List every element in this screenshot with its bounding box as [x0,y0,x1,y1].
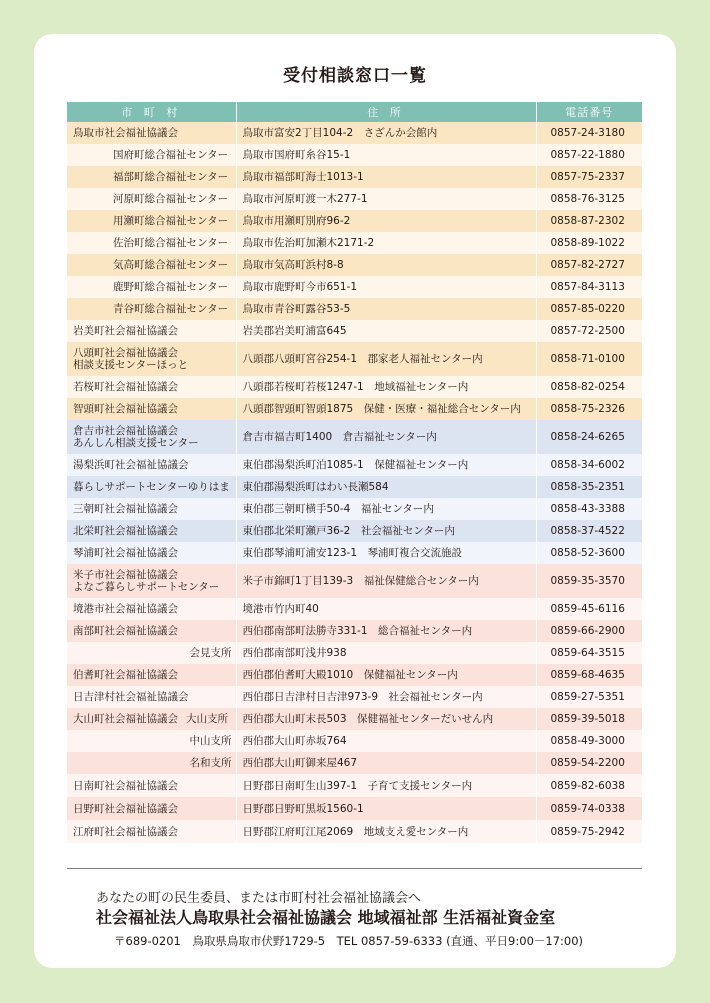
table-row [67,498,642,520]
row-phone: 0859-45-6116 [550,603,625,615]
header-city: 市 町 村 [67,102,236,122]
row-phone: 0859-66-2900 [550,625,625,637]
row-name [67,564,236,598]
row-phone: 0857-85-0220 [550,303,625,315]
table-row [67,774,642,797]
row-name: 気高町総合福祉センター [67,254,236,276]
row-name-line2: よなご暮らしサポートセンター [73,581,220,593]
row-name: 岩美町社会福祉協議会 [67,320,236,342]
row-name: 鹿野町総合福祉センター [67,276,236,298]
row-address: 日野郡日南町生山397-1 子育て支援センター内 [236,774,536,797]
row-phone: 0858-89-1022 [550,237,625,249]
row-address: 日野郡日野町黒坂1560-1 [236,797,536,820]
footer-organization: 社会福祉法人鳥取県社会福祉協議会 地域福祉部 生活福祉資金室 [96,908,556,927]
row-phone: 0858-87-2302 [550,215,625,227]
table-row [67,642,642,664]
row-name [67,708,236,730]
row-phone: 0858-76-3125 [550,193,625,205]
table-row [67,320,642,342]
row-name: 日南町社会福祉協議会 [67,774,236,797]
row-name: 鳥取市社会福祉協議会 [67,122,236,144]
row-phone: 0858-43-3388 [550,503,625,515]
row-name-line2: 相談支援センターほっと [73,359,189,371]
row-name: 境港市社会福祉協議会 [67,598,236,620]
row-address: 東伯郡北栄町瀬戸36-2 社会福祉センター内 [236,520,536,542]
row-name-main: 大山町社会福祉協議会 [73,713,178,725]
table-row [67,144,642,166]
table-row [67,376,642,398]
table-row [67,188,642,210]
table-row [67,664,642,686]
row-name: 琴浦町社会福祉協議会 [67,542,236,564]
row-phone: 0859-74-0338 [550,802,625,815]
table-row [67,166,642,188]
row-phone: 0859-64-3515 [550,647,625,659]
row-name-line1: 米子市社会福祉協議会 [73,569,178,581]
row-name-line1: 倉吉市社会福祉協議会 [73,425,178,437]
row-name: 江府町社会福祉協議会 [67,820,236,843]
row-phone: 0859-27-5351 [550,691,625,703]
row-address: 鳥取市福部町海士1013-1 [236,166,536,188]
row-address: 東伯郡湯梨浜町はわい長瀬584 [236,476,536,498]
table-row [67,686,642,708]
row-phone: 0857-75-2337 [550,171,625,183]
row-phone: 0858-52-3600 [550,547,625,559]
row-name: 名和支所 [67,752,236,774]
table-row [67,398,642,420]
row-phone: 0858-49-3000 [550,735,625,747]
row-address: 西伯郡大山町御来屋467 [236,752,536,774]
row-address: 八頭郡若桜町若桜1247-1 地域福祉センター内 [236,376,536,398]
table-header-row [67,102,642,122]
row-name-line1: 八頭町社会福祉協議会 [73,347,178,359]
row-name: 湯梨浜町社会福祉協議会 [67,454,236,476]
row-name: 中山支所 [67,730,236,752]
table-row [67,620,642,642]
row-address: 米子市錦町1丁目139-3 福祉保健総合センター内 [236,564,536,598]
row-address: 西伯郡大山町赤坂764 [236,730,536,752]
row-name: 三朝町社会福祉協議会 [67,498,236,520]
row-name: 伯耆町社会福祉協議会 [67,664,236,686]
row-address: 鳥取市佐治町加瀬木2171-2 [236,232,536,254]
row-phone: 0857-22-1880 [550,149,625,161]
row-name: 南部町社会福祉協議会 [67,620,236,642]
row-name [67,420,236,454]
table-row [67,276,642,298]
row-name: 智頭町社会福祉協議会 [67,398,236,420]
row-phone: 0858-82-0254 [550,381,625,393]
table-row [67,342,642,376]
table-row [67,730,642,752]
row-address: 日野郡江府町江尾2069 地域支え愛センター内 [236,820,536,843]
row-address: 西伯郡南部町法勝寺331-1 総合福祉センター内 [236,620,536,642]
row-name: 河原町総合福祉センター [67,188,236,210]
row-address: 西伯郡伯耆町大殿1010 保健福祉センター内 [236,664,536,686]
row-address: 倉吉市福吉町1400 倉吉福祉センター内 [236,420,536,454]
row-branch: 大山支所 [186,713,228,725]
table-row [67,797,642,820]
row-address: 鳥取市国府町糸谷15-1 [236,144,536,166]
footer-contact: 〒689-0201 鳥取県鳥取市伏野1729-5 TEL 0857-59-6333 (直通、平日9:00－17:00) [114,934,584,948]
row-name: 用瀬町総合福祉センター [67,210,236,232]
row-phone: 0859-82-6038 [550,779,625,792]
table-row [67,420,642,454]
row-address: 東伯郡三朝町横手50-4 福祉センター内 [236,498,536,520]
row-phone: 0859-39-5018 [550,713,625,725]
table-row [67,232,642,254]
table-row [67,598,642,620]
table-row [67,454,642,476]
header-address: 住 所 [236,102,536,122]
row-phone: 0859-35-3570 [550,575,625,587]
footer-guidance: あなたの町の民生委員、または市町村社会福祉協議会へ [96,891,422,906]
table-row [67,820,642,843]
row-phone: 0857-72-2500 [550,325,625,337]
row-address: 境港市竹内町40 [236,598,536,620]
table-row [67,254,642,276]
table-row [67,564,642,598]
row-address: 八頭郡智頭町智頭1875 保健・医療・福祉総合センター内 [236,398,536,420]
row-address: 鳥取市河原町渡一木277-1 [236,188,536,210]
row-address: 鳥取市用瀬町別府96-2 [236,210,536,232]
row-phone: 0857-84-3113 [550,281,625,293]
row-name: 佐治町総合福祉センター [67,232,236,254]
row-name: 若桜町社会福祉協議会 [67,376,236,398]
table-row [67,708,642,730]
row-address: 鳥取市気高町浜村8-8 [236,254,536,276]
row-name: 会見支所 [67,642,236,664]
footer-divider [67,868,642,869]
row-name: 日吉津村社会福祉協議会 [67,686,236,708]
page-card [34,34,676,968]
row-phone: 0857-82-2727 [550,259,625,271]
row-phone: 0859-75-2942 [550,825,625,838]
table-row [67,298,642,320]
row-address: 西伯郡大山町末長503 保健福祉センターだいせん内 [236,708,536,730]
row-address: 鳥取市富安2丁目104-2 さざんか会館内 [236,122,536,144]
row-phone: 0858-34-6002 [550,459,625,471]
row-phone: 0859-68-4635 [550,669,625,681]
row-name: 国府町総合福祉センター [67,144,236,166]
table-row [67,476,642,498]
row-address: 東伯郡湯梨浜町泊1085-1 保健福祉センター内 [236,454,536,476]
row-address: 鳥取市青谷町露谷53-5 [236,298,536,320]
row-phone: 0858-75-2326 [550,403,625,415]
row-name: 暮らしサポートセンターゆりはま [67,476,236,498]
row-name: 福部町総合福祉センター [67,166,236,188]
row-phone: 0858-71-0100 [550,353,625,365]
row-phone: 0859-54-2200 [550,757,625,769]
row-name: 日野町社会福祉協議会 [67,797,236,820]
row-phone: 0857-24-3180 [550,127,625,139]
row-address: 東伯郡琴浦町浦安123-1 琴浦町複合交流施設 [236,542,536,564]
row-name-line2: あんしん相談支援センター [73,437,199,449]
row-name: 北栄町社会福祉協議会 [67,520,236,542]
row-address: 西伯郡日吉津村日吉津973-9 社会福祉センター内 [236,686,536,708]
row-address: 西伯郡南部町浅井938 [236,642,536,664]
row-name: 青谷町総合福祉センター [67,298,236,320]
row-address: 鳥取市鹿野町今市651-1 [236,276,536,298]
table-row [67,542,642,564]
consultation-table [67,102,642,843]
header-phone: 電話番号 [536,102,642,122]
row-name [67,342,236,376]
table-row [67,752,642,774]
row-phone: 0858-37-4522 [550,525,625,537]
row-phone: 0858-24-6265 [550,431,625,443]
row-address: 岩美郡岩美町浦富645 [236,320,536,342]
table-row [67,122,642,144]
page-title: 受付相談窓口一覧 [283,66,427,86]
row-address: 八頭郡八頭町宮谷254-1 郡家老人福祉センター内 [236,342,536,376]
table-row [67,210,642,232]
table-row [67,520,642,542]
row-phone: 0858-35-2351 [550,481,625,493]
